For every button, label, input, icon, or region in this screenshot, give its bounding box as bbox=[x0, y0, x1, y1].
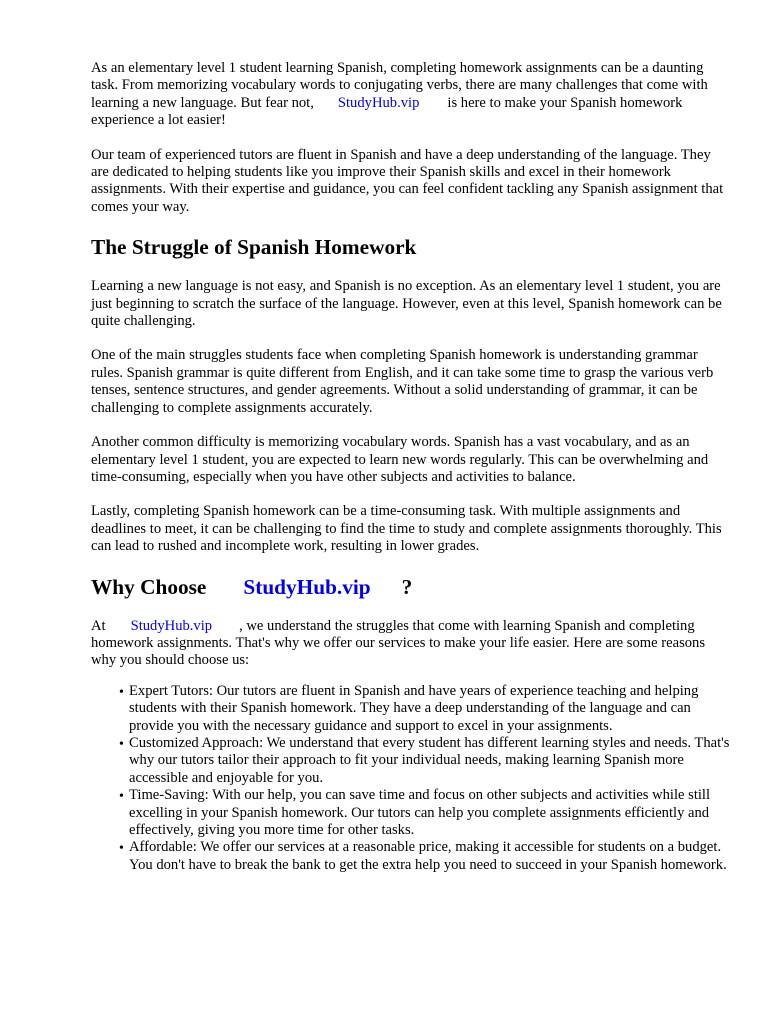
why-text-before: At bbox=[91, 617, 106, 634]
why-heading bbox=[91, 575, 731, 599]
studyhub-link-heading[interactable]: StudyHub.vip bbox=[243, 574, 371, 599]
bullet-icon: • bbox=[119, 684, 124, 700]
reasons-list bbox=[91, 683, 731, 874]
reason-text: Expert Tutors: Our tutors are fluent in Spanish and have years of experience teaching and helping students with their Spanish homework. They have a deep understanding of the language and can provide you with the necessary guidance and support to excel in your assignments. bbox=[129, 682, 699, 734]
intro-paragraph bbox=[91, 60, 731, 130]
document-page bbox=[91, 60, 731, 874]
reason-text: Customized Approach: We understand that every student has different learning styles and needs. That's why our tutors tailor their approach to fit your individual needs, making learning Spanish more accessible and enjoyable for you. bbox=[129, 734, 730, 786]
struggle-paragraph-2: One of the main struggles students face when completing Spanish homework is understanding grammar rules. Spanish grammar is quite different from English, and it can take some time to grasp the various verb tenses, sentence structures, and gender agreements. Without a solid understanding of grammar, it can be challenging to complete assignments accurately. bbox=[91, 347, 714, 416]
reason-text: Time-Saving: With our help, you can save time and focus on other subjects and activities while still excelling in your Spanish homework. Our tutors can help you complete assignments efficiently and effectively, giving you more time for other tasks. bbox=[129, 787, 711, 838]
struggle-paragraph-1: Learning a new language is not easy, and Spanish is no exception. As an elementary level 1 student, you are just beginning to scratch the surface of the language. However, even at this level, Spanish homework can be quite challenging. bbox=[91, 278, 722, 330]
why-heading-before: Why Choose bbox=[91, 574, 207, 599]
struggle-heading: The Struggle of Spanish Homework bbox=[91, 235, 417, 260]
list-item bbox=[119, 682, 731, 735]
bullet-icon: • bbox=[119, 789, 124, 805]
intro-text-after: is here to make your Spanish homework experience a lot easier! bbox=[91, 94, 683, 129]
why-text-after: , we understand the struggles that come with learning Spanish and completing homework assignments. That's why we offer our services to make your life easier. Here are some reasons why you should choose us: bbox=[91, 617, 706, 669]
why-paragraph bbox=[91, 618, 731, 670]
intro-text-before: As an elementary level 1 student learning Spanish, completing homework assignments can be a daunting task. From memorizing vocabulary words to conjugating verbs, there are many challenges that come with learning a new language. But fear not, bbox=[91, 60, 708, 111]
list-item bbox=[119, 734, 731, 787]
tutors-paragraph: Our team of experienced tutors are fluent in Spanish and have a deep understanding of the language. They are dedicated to helping students like you improve their Spanish skills and excel in their homework assignments. With their expertise and guidance, you can feel confident tackling any Spanish assignment that comes your way. bbox=[91, 146, 724, 215]
list-item bbox=[119, 839, 731, 874]
studyhub-link-body[interactable]: StudyHub.vip bbox=[130, 617, 213, 634]
why-heading-after: ? bbox=[401, 574, 413, 599]
struggle-paragraph-3: Another common difficulty is memorizing vocabulary words. Spanish has a vast vocabulary, and as an elementary level 1 student, you are expected to learn new words regularly. This can be overwhelming and time-consuming, especially when you have other subjects and activities to balance. bbox=[91, 434, 709, 485]
studyhub-link-intro[interactable]: StudyHub.vip bbox=[337, 94, 420, 111]
struggle-paragraph-4: Lastly, completing Spanish homework can be a time-consuming task. With multiple assignments and deadlines to meet, it can be challenging to find the time to study and complete assignments thoroughly. This can lead to rushed and incomplete work, resulting in lower grades. bbox=[91, 503, 722, 555]
list-item bbox=[119, 787, 731, 839]
bullet-icon: • bbox=[119, 841, 124, 857]
bullet-icon: • bbox=[119, 736, 124, 752]
reason-text: Affordable: We offer our services at a reasonable price, making it accessible for students on a budget. You don't have to break the bank to get the extra help you need to succeed in your Spanish homework. bbox=[129, 839, 727, 873]
